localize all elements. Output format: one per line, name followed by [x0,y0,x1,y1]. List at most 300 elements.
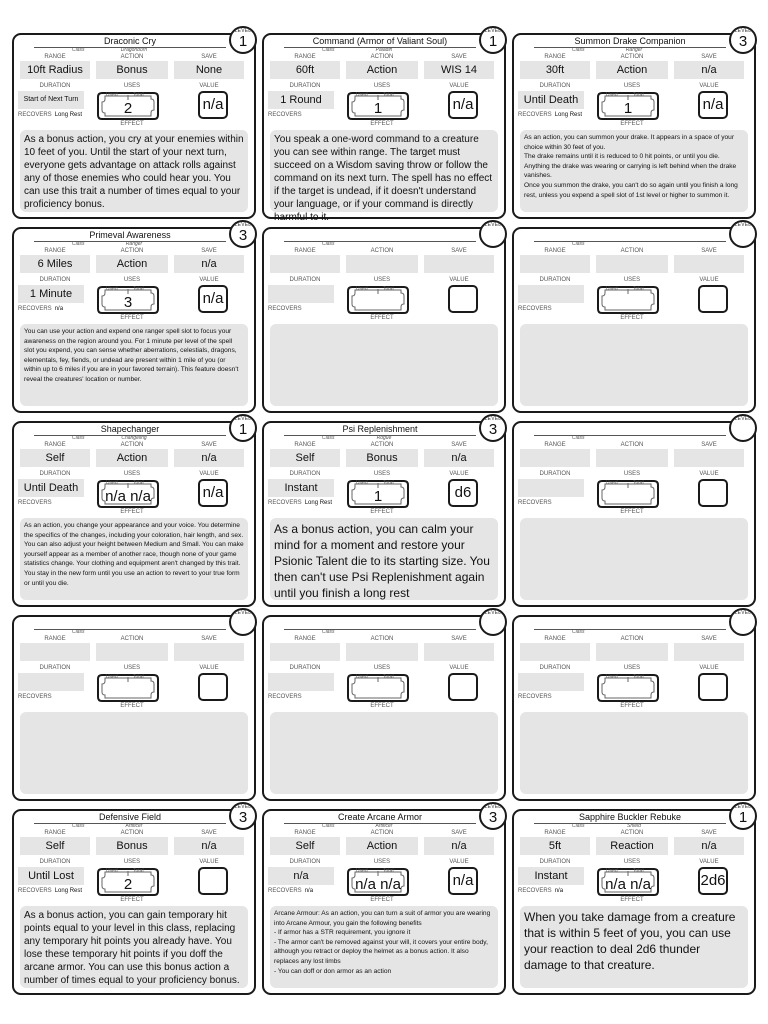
used-label: Used [356,92,368,98]
class-label: Class [72,823,85,829]
range-label: RANGE [44,248,66,254]
uses-box [346,867,410,897]
uses-label: USES [123,277,141,283]
class-label: Class [322,629,335,635]
value-label: VALUE [199,859,219,865]
save-field: n/a [174,255,244,273]
level-badge [229,802,257,830]
effect-paragraph: - If armor has a STR requirement, you ignore it [274,929,411,937]
value-label: VALUE [699,277,719,283]
action-field [346,255,418,273]
effect-label: EFFECT [620,703,644,709]
value-text: n/a [202,96,224,113]
level-label: LEVEL [234,28,252,34]
total-label: Total [383,868,394,874]
level-label: LEVEL [484,222,502,228]
class-row [554,823,714,830]
effect-label: EFFECT [120,703,144,709]
range-label: RANGE [44,636,66,642]
save-label: SAVE [701,54,717,60]
level-label: LEVEL [734,222,752,228]
level-value: 1 [488,33,498,50]
duration-field [518,479,584,497]
class-row [304,435,464,442]
effect-paragraph: Arcane Armour: As an action, you can turn a suit of armor you are wearing into Arcane Armour, you gain the following benefits [274,910,491,927]
card-title: Command (Armor of Valiant Soul) [284,36,476,48]
ability-card [262,804,506,995]
uses-box [596,285,660,315]
value-text: 2d6 [700,872,726,889]
value-text: d6 [454,484,472,501]
total-label: Total [133,480,144,486]
uses-value: n/a n/a [105,488,151,505]
recovers-row [268,305,305,313]
action-label: ACTION [620,830,644,836]
range-field: 30ft [520,61,590,79]
range-field: Self [270,449,340,467]
range-field [520,255,590,273]
range-label: RANGE [544,54,566,60]
save-label: SAVE [701,636,717,642]
recovers-value: n/a [554,888,564,894]
level-badge [479,608,507,636]
ability-card [512,416,756,607]
recovers-row [18,111,82,119]
recovers-label: RECOVERS [268,500,302,506]
class-value: Dragonborn [120,47,148,53]
ability-card [12,610,256,801]
value-label: VALUE [699,471,719,477]
duration-field [518,673,584,691]
effect-paragraph: When you take damage from a creature that is within 5 feet of you, you can use your reaction to deal 2d6 thunder damage to that creature. [524,910,736,972]
recovers-label: RECOVERS [18,306,52,312]
effect-paragraph: The drake remains until it is reduced to 0 hit points, or until you die. Anything the drake was wearing or carrying is left behind when the drake vanishes. [524,153,737,180]
save-field [174,643,244,661]
class-label: Class [72,241,85,247]
effect-label: EFFECT [370,703,394,709]
duration-field: Until Death [518,91,584,109]
class-row [304,47,464,54]
uses-label: USES [623,665,641,671]
save-label: SAVE [451,248,467,254]
recovers-row [518,305,555,313]
range-label: RANGE [294,442,316,448]
duration-label: DURATION [289,665,321,671]
action-field: Bonus [346,449,418,467]
uses-label: USES [123,665,141,671]
recovers-value: n/a [54,306,64,312]
save-label: SAVE [451,636,467,642]
recovers-row [18,499,55,507]
effect-label: EFFECT [370,897,394,903]
duration-label: DURATION [289,471,321,477]
used-label: Used [606,674,618,680]
value-box [198,867,228,895]
value-label: VALUE [199,83,219,89]
value-box [698,673,728,701]
effect-paragraph: - You can doff or don armor as an action [274,967,392,975]
uses-label: USES [373,471,391,477]
class-row [54,629,214,636]
action-label: ACTION [120,830,144,836]
action-label: ACTION [620,54,644,60]
uses-value: n/a n/a [355,876,401,893]
action-label: ACTION [120,442,144,448]
recovers-label: RECOVERS [268,694,302,700]
range-label: RANGE [544,636,566,642]
ability-card [262,222,506,413]
value-box [448,673,478,701]
save-field [424,255,494,273]
save-field [674,449,744,467]
effect-box [520,712,748,794]
uses-label: USES [373,83,391,89]
class-value: Changeling [121,435,147,441]
save-label: SAVE [701,830,717,836]
save-field: n/a [674,61,744,79]
duration-label: DURATION [39,665,71,671]
value-label: VALUE [699,83,719,89]
class-value: Ranger [625,47,643,53]
uses-label: USES [373,859,391,865]
recovers-label: RECOVERS [518,306,552,312]
duration-field: Until Lost [18,867,84,885]
used-label: Used [106,868,118,874]
effect-paragraph: You can use your action and expend one ranger spell slot to focus your awareness on the region around you. For 1 minute per level of the spell slot you expend, you can sense whether aberrations, celestials, dragons, elementals, fey, fiends, or undead are present within 1 mile of you (or within up to 6 miles if you are in your favored terrain). This feature doesn't reveal the creatures' location or number. [24,328,239,383]
effect-box [520,130,748,212]
recovers-label: RECOVERS [268,888,302,894]
action-label: ACTION [370,248,394,254]
uses-box [96,285,160,315]
value-box [448,91,478,119]
action-label: ACTION [370,442,394,448]
uses-label: USES [623,859,641,865]
duration-field [268,673,334,691]
uses-box [346,285,410,315]
effect-paragraph: As a bonus action, you cry at your enemies within 10 feet of you. Until the start of your next turn, everyone gets advantage on attack rolls against any of those enemies who could hear you. You can use this trait a number of times equal to your proficiency bonus. [24,134,244,210]
level-badge [229,414,257,442]
uses-box [596,479,660,509]
level-label: LEVEL [234,222,252,228]
card-title: Shapechanger [34,424,226,436]
recovers-row [518,693,555,701]
uses-value: 2 [123,876,133,893]
effect-box [20,130,248,212]
total-label: Total [383,286,394,292]
duration-field: Start of Next Turn [18,91,84,109]
duration-label: DURATION [39,859,71,865]
recovers-value: n/a [304,888,314,894]
value-box [448,285,478,313]
effect-label: EFFECT [370,315,394,321]
effect-paragraph: As an action, you change your appearance and your voice. You determine the specifics of the changes, including your coloration, hair length, and sex. You can also adjust your height between Medium and Small. You can make yourself appear as a member of another race, though none of your game statistics change. Your clothing and equipment aren't changed by this trait. [24,522,244,568]
level-badge [729,220,757,248]
card-title: Primeval Awareness [34,230,226,242]
class-row [54,47,214,54]
uses-box [346,673,410,703]
save-field: n/a [424,837,494,855]
range-label: RANGE [44,54,66,60]
action-field [346,643,418,661]
save-field: n/a [174,449,244,467]
effect-label: EFFECT [370,121,394,127]
value-box [698,285,728,313]
recovers-value: Long Rest [54,112,83,118]
level-value: 1 [738,809,748,826]
duration-field [18,673,84,691]
duration-label: DURATION [539,665,571,671]
recovers-row [18,693,55,701]
uses-box [346,91,410,121]
effect-paragraph: You speak a one-word command to a creature you can see within range. The target must succeed on a Wisdom saving throw or follow the command on its next turn. The spell has no effect if the target is undead, if it doesn't understand your language, or if your command is directly harmful to it. [274,134,493,223]
save-label: SAVE [201,636,217,642]
level-value: 3 [488,809,498,826]
value-label: VALUE [449,277,469,283]
total-label: Total [133,674,144,680]
total-label: Total [633,286,644,292]
total-label: Total [633,868,644,874]
range-field [520,449,590,467]
recovers-label: RECOVERS [518,112,552,118]
duration-field: n/a [268,867,334,885]
card-title: Defensive Field [34,812,226,824]
action-field: Action [346,837,418,855]
recovers-label: RECOVERS [18,888,52,894]
duration-field: 1 Minute [18,285,84,303]
used-label: Used [106,674,118,680]
effect-label: EFFECT [620,315,644,321]
value-box [698,479,728,507]
duration-label: DURATION [289,859,321,865]
card-title: Sapphire Buckler Rebuke [534,812,726,824]
save-label: SAVE [701,442,717,448]
uses-value: n/a n/a [605,876,651,893]
level-badge [729,26,757,54]
class-label: Class [572,629,585,635]
effect-label: EFFECT [370,509,394,515]
level-label: LEVEL [484,804,502,810]
level-badge [229,220,257,248]
duration-label: DURATION [39,277,71,283]
class-label: Class [322,47,335,53]
action-field [596,449,668,467]
action-field: Bonus [96,837,168,855]
recovers-label: RECOVERS [518,694,552,700]
value-text: n/a [702,96,724,113]
recovers-label: RECOVERS [18,500,52,506]
used-label: Used [106,92,118,98]
uses-box [596,673,660,703]
action-label: ACTION [370,636,394,642]
save-field: WIS 14 [424,61,494,79]
recovers-row [518,499,555,507]
class-row [54,435,214,442]
recovers-row [18,887,82,895]
uses-box [96,673,160,703]
uses-box [96,479,160,509]
class-value: Shield [627,823,641,829]
range-field [270,255,340,273]
value-label: VALUE [699,859,719,865]
duration-label: DURATION [39,471,71,477]
level-badge [729,414,757,442]
class-row [54,823,214,830]
effect-box [520,518,748,600]
class-row [54,241,214,248]
value-label: VALUE [449,83,469,89]
action-label: ACTION [620,636,644,642]
effect-paragraph: You stay in the new form until you use an action to revert to your true form or until you die. [24,569,240,587]
value-text: n/a [452,872,474,889]
action-field: Action [96,255,168,273]
range-field: 6 Miles [20,255,90,273]
effect-box [270,906,498,988]
save-label: SAVE [451,54,467,60]
duration-label: DURATION [289,277,321,283]
level-value: 3 [488,421,498,438]
effect-paragraph: As a bonus action, you can calm your mind for a moment and restore your Psionic Talent die to its starting size. You then can't use Psi Replenishment again until you finish a long rest [274,522,490,600]
ability-card [262,610,506,801]
value-label: VALUE [449,859,469,865]
value-label: VALUE [199,665,219,671]
save-field: n/a [174,837,244,855]
uses-value: 3 [123,294,133,311]
action-label: ACTION [120,636,144,642]
used-label: Used [106,286,118,292]
level-label: LEVEL [734,416,752,422]
ability-card [512,804,756,995]
level-value: 3 [238,227,248,244]
used-label: Used [106,480,118,486]
action-field: Bonus [96,61,168,79]
effect-box [20,712,248,794]
total-label: Total [133,92,144,98]
action-field: Action [96,449,168,467]
effect-label: EFFECT [620,509,644,515]
uses-label: USES [373,277,391,283]
duration-field: Instant [268,479,334,497]
effect-box [270,518,498,600]
effect-paragraph: As a bonus action, you can gain temporary hit points equal to your level in this class, replacing any temporary hit points you already have. You lose these temporary hit points if you doff the arcane armor. You can use this bonus action a number of times equal to your proficiency bonus. [24,910,240,986]
action-label: ACTION [620,248,644,254]
action-field [596,643,668,661]
range-label: RANGE [294,54,316,60]
action-field [596,255,668,273]
duration-field [268,285,334,303]
ability-card [12,222,256,413]
total-label: Total [383,480,394,486]
value-label: VALUE [449,471,469,477]
total-label: Total [633,674,644,680]
action-field: Action [596,61,668,79]
uses-box [596,91,660,121]
used-label: Used [356,480,368,486]
recovers-row [268,693,305,701]
level-label: LEVEL [484,610,502,616]
uses-label: USES [623,471,641,477]
action-field: Reaction [596,837,668,855]
duration-field: 1 Round [268,91,334,109]
action-label: ACTION [620,442,644,448]
range-label: RANGE [294,636,316,642]
used-label: Used [356,868,368,874]
effect-box [520,906,748,988]
uses-value: 2 [123,100,133,117]
recovers-row [518,887,563,895]
level-label: LEVEL [734,804,752,810]
range-label: RANGE [44,830,66,836]
class-label: Class [322,435,335,441]
used-label: Used [606,286,618,292]
level-label: LEVEL [234,804,252,810]
recovers-value: Long Rest [304,500,333,506]
level-label: LEVEL [734,28,752,34]
save-field [674,643,744,661]
total-label: Total [133,868,144,874]
recovers-label: RECOVERS [18,694,52,700]
card-title: Summon Drake Companion [534,36,726,48]
value-box [198,91,228,119]
range-field [20,643,90,661]
ability-card [512,610,756,801]
used-label: Used [606,92,618,98]
value-box [198,285,228,313]
level-label: LEVEL [234,610,252,616]
level-badge [729,802,757,830]
level-label: LEVEL [734,610,752,616]
class-row [554,629,714,636]
duration-label: DURATION [39,83,71,89]
class-value: Rogue [376,435,392,441]
recovers-row [18,305,63,313]
card-sheet [12,28,756,999]
class-label: Class [72,435,85,441]
save-field [674,255,744,273]
value-label: VALUE [699,665,719,671]
ability-card [12,28,256,219]
effect-box [20,906,248,988]
level-badge [729,608,757,636]
level-badge [229,26,257,54]
value-box [698,867,728,895]
ability-card [262,28,506,223]
recovers-label: RECOVERS [268,112,302,118]
used-label: Used [606,480,618,486]
recovers-row [268,887,313,895]
range-field: 10ft Radius [20,61,90,79]
card-title: Psi Replenishment [284,424,476,436]
duration-field: Until Death [18,479,84,497]
uses-box [96,91,160,121]
ability-card [512,222,756,413]
recovers-label: RECOVERS [518,888,552,894]
value-text: n/a [452,96,474,113]
class-label: Class [572,47,585,53]
duration-label: DURATION [539,277,571,283]
value-box [448,479,478,507]
save-label: SAVE [201,54,217,60]
uses-label: USES [123,471,141,477]
range-field: Self [20,837,90,855]
recovers-value: Long Rest [54,888,83,894]
range-label: RANGE [294,248,316,254]
value-box [198,673,228,701]
effect-box [20,324,248,406]
uses-value: 1 [623,100,633,117]
range-field [270,643,340,661]
card-title: Create Arcane Armor [284,812,476,824]
class-row [554,47,714,54]
